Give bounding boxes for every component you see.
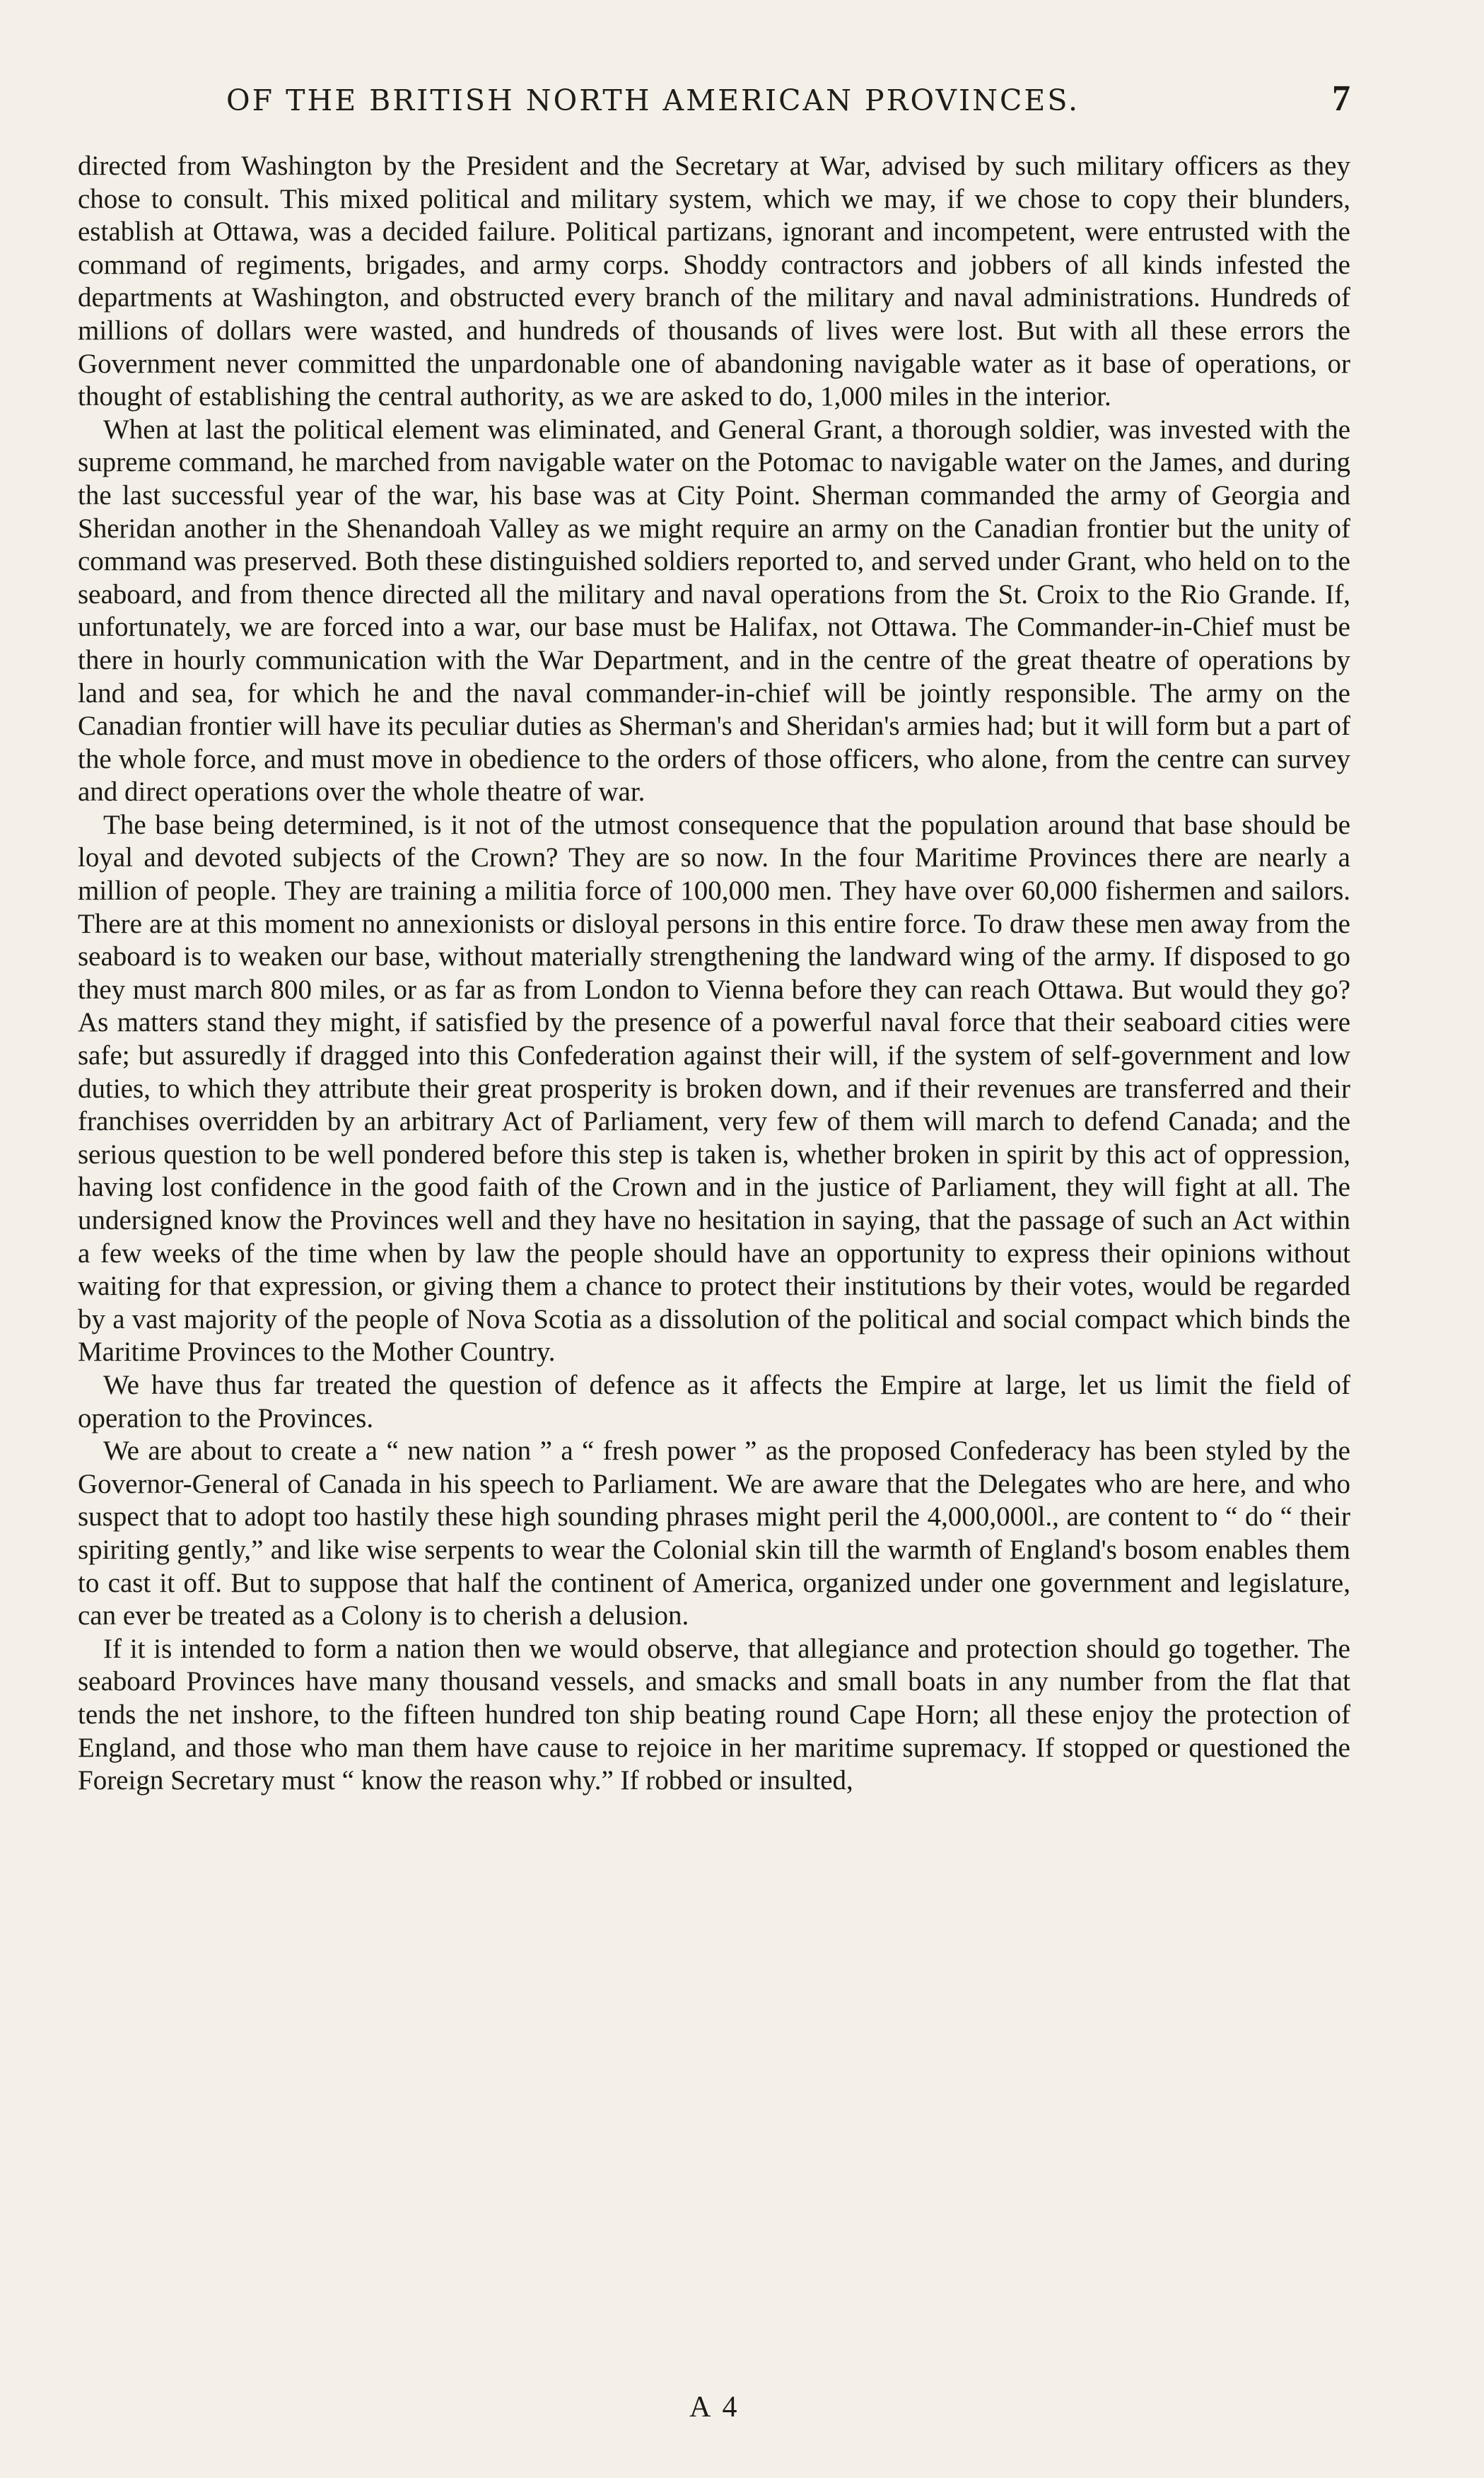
- paragraph: If it is intended to form a nation then we would observe, that allegiance and protection should go together. The seaboard Provinces have many thousand vessels, and smacks and small boats in any number from the flat that tends the net inshore, to the fifteen hundred ton ship beating round Cape Horn; all these enjoy the protection of England, and those who man them have cause to rejoice in her maritime supremacy. If stopped or questioned the Foreign Secretary must “ know the reason why.” If robbed or insulted,: [78, 1633, 1350, 1796]
- body-text: [78, 150, 1350, 1798]
- page-header: [226, 78, 1372, 134]
- paragraph: We have thus far treated the question of defence as it affects the Empire at large, let us limit the field of operation to the Provinces.: [78, 1369, 1350, 1433]
- paragraph: directed from Washington by the President and the Secretary at War, advised by such military officers as they chose to consult. This mixed political and military system, which we may, if we chose to copy their blunders, establish at Ottawa, was a decided failure. Political partizans, ignorant and incompetent, were entrusted with the command of regiments, brigades, and army corps. Shoddy contractors and jobbers of all kinds infested the departments at Washington, and obstructed every branch of the military and naval administrations. Hundreds of millions of dollars were wasted, and hundreds of thousands of lives were lost. But with all these errors the Government never committed the unpardonable one of abandoning navigable water as it base of operations, or thought of establishing the central authority, as we are asked to do, 1,000 miles in the interior.: [78, 151, 1350, 412]
- paragraph: We are about to create a “ new nation ” a “ fresh power ” as the proposed Confederacy has been styled by the Governor-General of Canada in his speech to Parliament. We are aware that the Delegates who are here, and who suspect that to adopt too hastily these high sounding phrases might peril the 4,000,000l., are content to “ do “ their spiriting gently,” and like wise serpents to wear the Colonial skin till the warmth of England's bosom enables them to cast it off. But to suppose that half the continent of America, organized under one government and legislature, can ever be treated as a Colony is to cherish a delusion.: [78, 1436, 1350, 1631]
- paragraph: The base being determined, is it not of the utmost consequence that the population around that base should be loyal and devoted subjects of the Crown? They are so now. In the four Maritime Provinces there are nearly a million of people. They are training a militia force of 100,000 men. They have over 60,000 fishermen and sailors. There are at this moment no annexionists or disloyal persons in this entire force. To draw these men away from the seaboard is to weaken our base, without materially strengthening the landward wing of the army. If disposed to go they must march 800 miles, or as far as from London to Vienna before they can reach Ottawa. But would they go? As matters stand they might, if satisfied by the presence of a powerful naval force that their seaboard cities were safe; but assuredly if dragged into this Confederation against their will, if the system of self-government and low duties, to which they attribute their great prosperity is broken down, and if their revenues are transferred and their franchises overridden by an arbitrary Act of Parliament, very few of them will march to defend Canada; and the serious question to be well pondered before this step is taken is, whether broken in spirit by this act of oppression, having lost confidence in the good faith of the Crown and in the justice of Parliament, they will fight at all. The undersigned know the Provinces well and they have no hesitation in saying, that the passage of such an Act within a few weeks of the time when by law the people should have an opportunity to express their opinions without waiting for that expression, or giving them a chance to protect their institutions by their votes, would be regarded by a vast majority of the people of Nova Scotia as a dissolution of the political and social compact which binds the Maritime Provinces to the Mother Country.: [78, 809, 1350, 1368]
- page-number: 7: [1332, 78, 1350, 119]
- paragraph: When at last the political element was eliminated, and General Grant, a thorough soldier, was invested with the supreme command, he marched from navigable water on the Potomac to navigable water on the James, and during the last successful year of the war, his base was at City Point. Sherman commanded the army of Georgia and Sheridan another in the Shenandoah Valley as we might require an army on the Canadian frontier but the unity of command was preserved. Both these distinguished soldiers reported to, and served under Grant, who held on to the seaboard, and from thence directed all the military and naval operations from the St. Croix to the Rio Grande. If, unfortunately, we are forced into a war, our base must be Halifax, not Ottawa. The Commander-in-Chief must be there in hourly communication with the War Department, and in the centre of the great theatre of operations by land and sea, for which he and the naval commander-in-chief will be jointly responsible. The army on the Canadian frontier will have its peculiar duties as Sherman's and Sheridan's armies had; but it will form but a part of the whole force, and must move in obedience to the orders of those officers, who alone, from the centre can survey and direct operations over the whole theatre of war.: [78, 414, 1350, 808]
- signature-mark: A 4: [689, 2391, 740, 2424]
- running-head: OF THE BRITISH NORTH AMERICAN PROVINCES.: [226, 83, 1080, 117]
